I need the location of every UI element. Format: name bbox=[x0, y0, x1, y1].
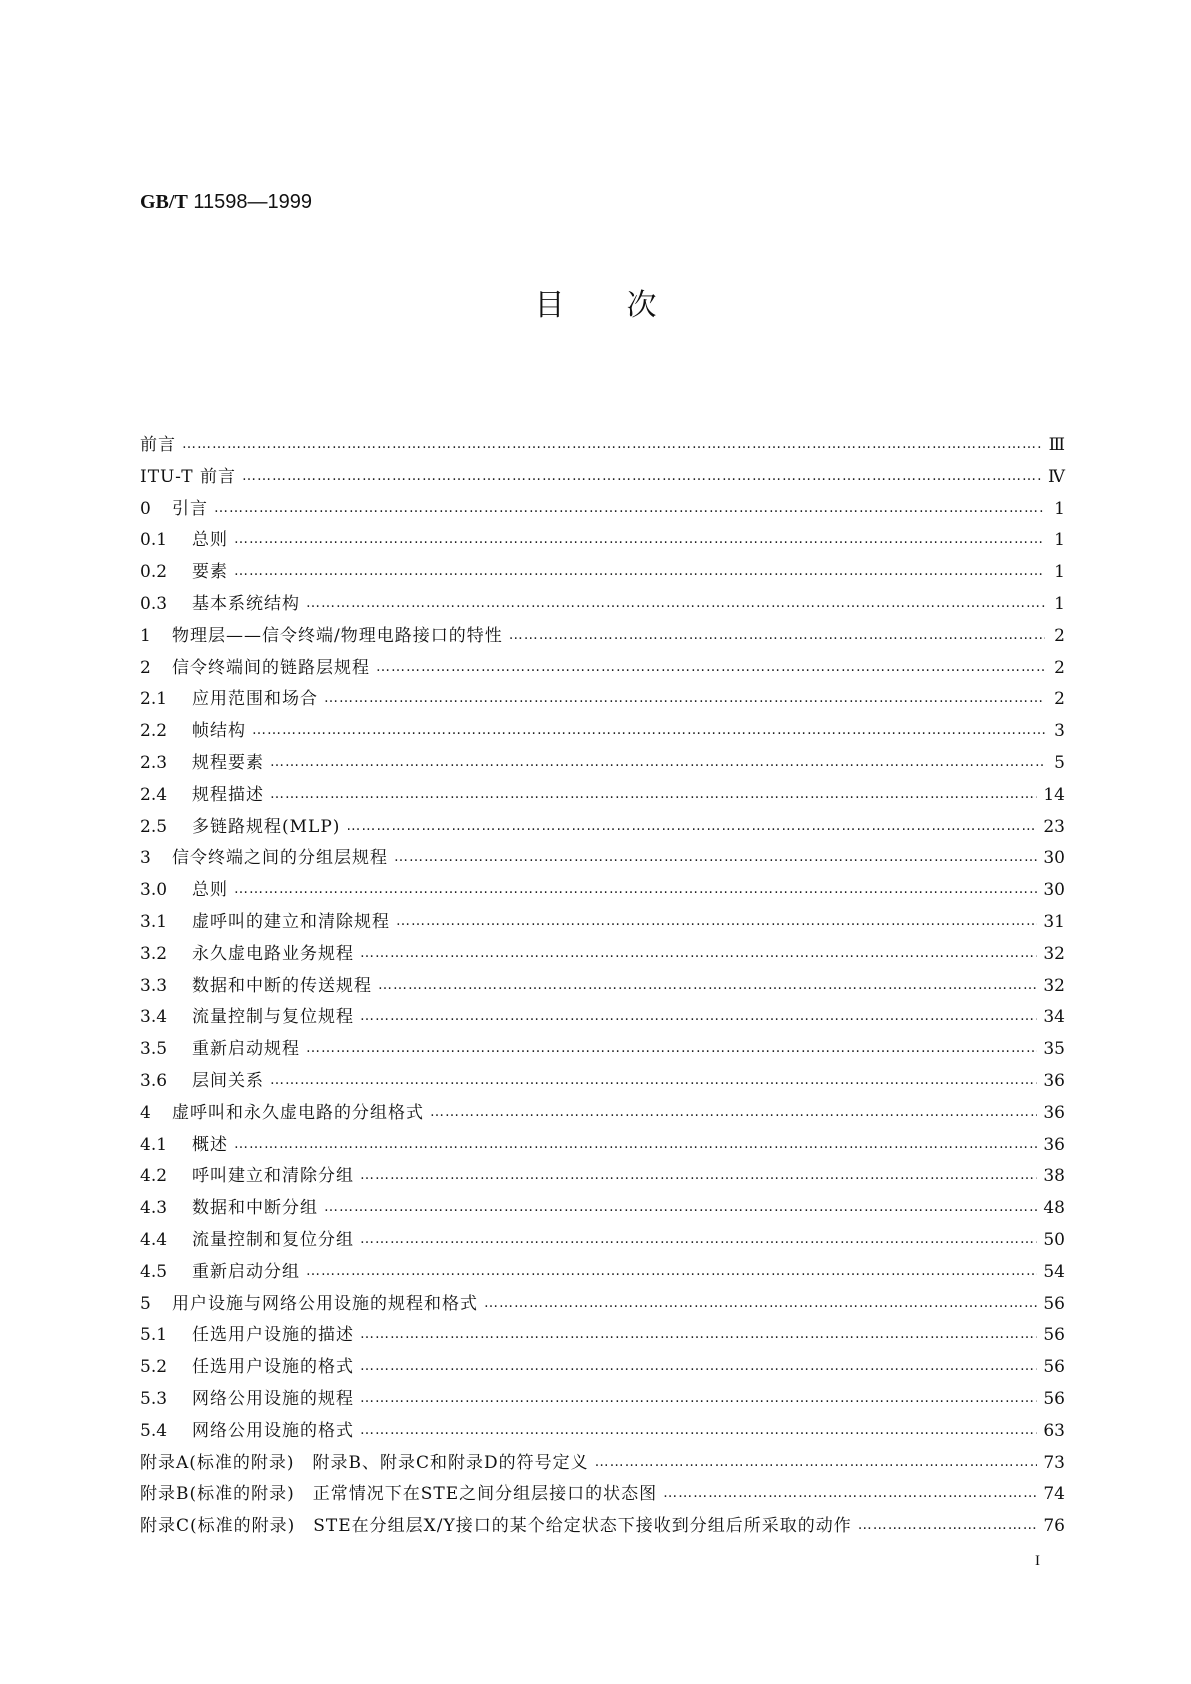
toc-entry-page: 31 bbox=[1043, 911, 1065, 932]
toc-entry-title: 规程描述 bbox=[192, 784, 264, 805]
toc-entry-page: Ⅲ bbox=[1048, 435, 1065, 455]
toc-entry-number: 4.1 bbox=[140, 1134, 168, 1155]
toc-entry-number: 4 bbox=[140, 1102, 151, 1123]
toc-dot-leader bbox=[346, 810, 1037, 843]
toc-entry-number: 3.3 bbox=[140, 975, 168, 996]
toc-entry-number: 4.5 bbox=[140, 1261, 168, 1282]
toc-entry-page: 5 bbox=[1054, 752, 1065, 773]
toc-entry-title: 附录A(标准的附录) 附录B、附录C和附录D的符号定义 bbox=[140, 1452, 589, 1473]
toc-entry-page: 1 bbox=[1054, 498, 1065, 519]
toc-entry-number: 5.2 bbox=[140, 1357, 168, 1378]
toc-entry[interactable] bbox=[140, 525, 1065, 557]
toc-dot-leader bbox=[306, 1032, 1037, 1065]
toc-entry-title: 流量控制与复位规程 bbox=[192, 1007, 354, 1028]
toc-entry[interactable] bbox=[140, 494, 1065, 526]
toc-entry-title: 重新启动规程 bbox=[192, 1039, 300, 1060]
toc-dot-leader bbox=[360, 1000, 1037, 1033]
toc-entry-title: 信令终端之间的分组层规程 bbox=[172, 848, 388, 869]
toc-entry-page: 1 bbox=[1054, 530, 1065, 551]
standard-code-number: 11598—1999 bbox=[193, 191, 312, 213]
toc-entry[interactable] bbox=[140, 716, 1065, 748]
toc-entry-number: 2.4 bbox=[140, 784, 168, 805]
toc-entry-page: 2 bbox=[1054, 689, 1065, 710]
toc-entry-page: 56 bbox=[1043, 1293, 1065, 1314]
toc-entry-title: 应用范围和场合 bbox=[192, 689, 318, 710]
toc-entry[interactable] bbox=[140, 939, 1065, 971]
toc-entry-page: 30 bbox=[1043, 848, 1065, 869]
toc-dot-leader bbox=[376, 651, 1045, 684]
toc-entry-page: 36 bbox=[1043, 1102, 1065, 1123]
toc-entry-number: 3.1 bbox=[140, 911, 168, 932]
toc-entry-title: 基本系统结构 bbox=[192, 593, 300, 614]
toc-dot-leader bbox=[360, 1223, 1037, 1256]
toc-entry-title: 虚呼叫的建立和清除规程 bbox=[192, 911, 390, 932]
toc-entry-number: 0.2 bbox=[140, 562, 168, 583]
toc-entry-page: 14 bbox=[1043, 784, 1065, 805]
toc-dot-leader bbox=[270, 778, 1037, 811]
toc-entry-page: 34 bbox=[1043, 1007, 1065, 1028]
toc-entry-page: 56 bbox=[1043, 1388, 1065, 1409]
toc-entry[interactable] bbox=[140, 621, 1065, 653]
toc-dot-leader bbox=[234, 523, 1045, 556]
toc-entry-title: 重新启动分组 bbox=[192, 1261, 300, 1282]
toc-dot-leader bbox=[396, 905, 1037, 938]
toc-entry-title: 网络公用设施的格式 bbox=[192, 1420, 354, 1441]
toc-entry[interactable] bbox=[140, 812, 1065, 844]
toc-entry-number: 0.3 bbox=[140, 593, 168, 614]
toc-entry[interactable] bbox=[140, 1257, 1065, 1289]
toc-entry-page: 63 bbox=[1043, 1420, 1065, 1441]
toc-entry-number: 3.0 bbox=[140, 880, 168, 901]
toc-entry-number: 3.6 bbox=[140, 1070, 168, 1091]
toc-entry[interactable] bbox=[140, 1034, 1065, 1066]
toc-entry-page: 50 bbox=[1043, 1229, 1065, 1250]
table-of-contents bbox=[140, 430, 1065, 1543]
toc-entry[interactable] bbox=[140, 462, 1065, 494]
toc-entry-title: 信令终端间的链路层规程 bbox=[172, 657, 370, 678]
toc-entry-page: 35 bbox=[1043, 1039, 1065, 1060]
toc-entry-page: 73 bbox=[1043, 1452, 1065, 1473]
toc-entry-title: 任选用户设施的格式 bbox=[192, 1357, 354, 1378]
toc-entry-page: 23 bbox=[1043, 816, 1065, 837]
toc-entry-number: 0 bbox=[140, 498, 151, 519]
toc-entry-number: 5.3 bbox=[140, 1388, 168, 1409]
toc-entry-page: 76 bbox=[1043, 1516, 1065, 1537]
toc-dot-leader bbox=[595, 1446, 1038, 1479]
toc-entry-number: 3 bbox=[140, 848, 151, 869]
toc-entry[interactable] bbox=[140, 1448, 1065, 1480]
toc-entry-title: 总则 bbox=[192, 530, 228, 551]
toc-entry-page: 36 bbox=[1043, 1070, 1065, 1091]
toc-entry[interactable] bbox=[140, 1479, 1065, 1511]
toc-entry-number: 3.2 bbox=[140, 943, 168, 964]
toc-entry-number: 2.1 bbox=[140, 689, 168, 710]
toc-dot-leader bbox=[360, 1382, 1037, 1415]
toc-entry-title: 网络公用设施的规程 bbox=[192, 1388, 354, 1409]
toc-entry-number: 4.2 bbox=[140, 1166, 168, 1187]
toc-entry-title: 多链路规程(MLP) bbox=[192, 816, 341, 837]
toc-entry-page: 36 bbox=[1043, 1134, 1065, 1155]
toc-entry[interactable] bbox=[140, 1289, 1065, 1321]
toc-entry-number: 3.4 bbox=[140, 1007, 168, 1028]
toc-entry[interactable] bbox=[140, 557, 1065, 589]
toc-dot-leader bbox=[430, 1096, 1037, 1129]
toc-entry[interactable] bbox=[140, 1066, 1065, 1098]
toc-entry-page: 48 bbox=[1043, 1198, 1065, 1219]
toc-entry-page: 30 bbox=[1043, 880, 1065, 901]
toc-dot-leader bbox=[214, 492, 1045, 525]
toc-entry-title: ITU-T 前言 bbox=[140, 466, 236, 487]
toc-entry[interactable] bbox=[140, 1098, 1065, 1130]
toc-entry[interactable] bbox=[140, 971, 1065, 1003]
toc-entry[interactable] bbox=[140, 1193, 1065, 1225]
toc-entry-page: 2 bbox=[1054, 625, 1065, 646]
toc-dot-leader bbox=[324, 682, 1045, 715]
toc-dot-leader bbox=[360, 1159, 1037, 1192]
toc-entry[interactable] bbox=[140, 1130, 1065, 1162]
toc-entry-number: 2.5 bbox=[140, 816, 168, 837]
toc-entry[interactable] bbox=[140, 1161, 1065, 1193]
toc-dot-leader bbox=[509, 619, 1045, 652]
toc-entry[interactable] bbox=[140, 748, 1065, 780]
toc-entry-number: 4.4 bbox=[140, 1229, 168, 1250]
page-number: I bbox=[1035, 1553, 1040, 1569]
toc-entry-number: 0.1 bbox=[140, 530, 168, 551]
toc-entry[interactable] bbox=[140, 907, 1065, 939]
toc-entry-page: Ⅳ bbox=[1048, 466, 1065, 487]
toc-dot-leader bbox=[378, 969, 1037, 1002]
toc-dot-leader bbox=[234, 873, 1037, 906]
toc-entry-page: 56 bbox=[1043, 1325, 1065, 1346]
toc-dot-leader bbox=[360, 1414, 1037, 1447]
toc-dot-leader bbox=[484, 1287, 1037, 1320]
toc-dot-leader bbox=[270, 746, 1045, 779]
toc-entry-number: 4.3 bbox=[140, 1198, 168, 1219]
toc-dot-leader bbox=[360, 1318, 1037, 1351]
toc-entry-title: 呼叫建立和清除分组 bbox=[192, 1166, 354, 1187]
toc-entry-title: 层间关系 bbox=[192, 1070, 264, 1091]
toc-entry[interactable] bbox=[140, 1384, 1065, 1416]
toc-dot-leader bbox=[360, 937, 1037, 970]
toc-entry-number: 2 bbox=[140, 657, 151, 678]
toc-entry[interactable] bbox=[140, 589, 1065, 621]
toc-entry[interactable] bbox=[140, 1511, 1065, 1543]
toc-dot-leader bbox=[234, 555, 1045, 588]
toc-entry-page: 1 bbox=[1054, 562, 1065, 583]
toc-dot-leader bbox=[182, 428, 1043, 461]
toc-entry-title: 帧结构 bbox=[192, 721, 246, 742]
toc-entry-title: 引言 bbox=[172, 498, 208, 519]
toc-entry-title: 物理层——信令终端/物理电路接口的特性 bbox=[172, 625, 503, 646]
toc-entry-number: 2.3 bbox=[140, 752, 168, 773]
toc-entry-page: 1 bbox=[1054, 593, 1065, 614]
toc-entry-page: 74 bbox=[1043, 1484, 1065, 1505]
toc-entry-page: 38 bbox=[1043, 1166, 1065, 1187]
standard-code bbox=[140, 190, 312, 214]
standard-code-prefix: GB/T bbox=[140, 191, 188, 213]
toc-entry-number: 5.4 bbox=[140, 1420, 168, 1441]
toc-entry[interactable] bbox=[140, 684, 1065, 716]
toc-dot-leader bbox=[242, 460, 1042, 493]
toc-entry-page: 2 bbox=[1054, 657, 1065, 678]
toc-entry-number: 1 bbox=[140, 625, 151, 646]
toc-dot-leader bbox=[306, 1255, 1037, 1288]
toc-entry-title: 要素 bbox=[192, 562, 228, 583]
toc-entry-number: 5 bbox=[140, 1293, 151, 1314]
toc-dot-leader bbox=[306, 587, 1045, 620]
toc-entry-page: 54 bbox=[1043, 1261, 1065, 1282]
toc-entry[interactable] bbox=[140, 1352, 1065, 1384]
toc-dot-leader bbox=[663, 1477, 1037, 1510]
toc-entry[interactable] bbox=[140, 1225, 1065, 1257]
toc-entry-title: 虚呼叫和永久虚电路的分组格式 bbox=[172, 1102, 424, 1123]
toc-entry[interactable] bbox=[140, 1002, 1065, 1034]
toc-dot-leader bbox=[858, 1509, 1038, 1542]
toc-dot-leader bbox=[360, 1350, 1037, 1383]
toc-entry-title: 数据和中断分组 bbox=[192, 1198, 318, 1219]
toc-entry-title: 概述 bbox=[192, 1134, 228, 1155]
toc-entry[interactable] bbox=[140, 653, 1065, 685]
toc-entry-title: 附录C(标准的附录) STE在分组层X/Y接口的某个给定状态下接收到分组后所采取的动作 bbox=[140, 1516, 852, 1537]
toc-entry-page: 3 bbox=[1054, 721, 1065, 742]
toc-entry-page: 32 bbox=[1043, 943, 1065, 964]
toc-entry-title: 用户设施与网络公用设施的规程和格式 bbox=[172, 1293, 478, 1314]
toc-entry-page: 32 bbox=[1043, 975, 1065, 996]
toc-entry[interactable] bbox=[140, 843, 1065, 875]
toc-entry-number: 3.5 bbox=[140, 1039, 168, 1060]
toc-entry-title: 总则 bbox=[192, 880, 228, 901]
toc-entry-page: 56 bbox=[1043, 1357, 1065, 1378]
toc-dot-leader bbox=[394, 841, 1037, 874]
toc-entry-title: 永久虚电路业务规程 bbox=[192, 943, 354, 964]
toc-entry-number: 5.1 bbox=[140, 1325, 168, 1346]
toc-entry[interactable] bbox=[140, 1320, 1065, 1352]
toc-entry[interactable] bbox=[140, 430, 1065, 462]
toc-entry[interactable] bbox=[140, 780, 1065, 812]
toc-dot-leader bbox=[252, 714, 1045, 747]
toc-entry-title: 流量控制和复位分组 bbox=[192, 1229, 354, 1250]
toc-entry-title: 前言 bbox=[140, 435, 176, 455]
toc-entry-title: 数据和中断的传送规程 bbox=[192, 975, 372, 996]
toc-entry[interactable] bbox=[140, 875, 1065, 907]
toc-entry[interactable] bbox=[140, 1416, 1065, 1448]
toc-entry-title: 规程要素 bbox=[192, 752, 264, 773]
toc-entry-title: 任选用户设施的描述 bbox=[192, 1325, 354, 1346]
toc-entry-title: 附录B(标准的附录) 正常情况下在STE之间分组层接口的状态图 bbox=[140, 1484, 658, 1505]
page-title: 目次 bbox=[534, 288, 719, 323]
toc-dot-leader bbox=[324, 1191, 1037, 1224]
toc-entry-number: 2.2 bbox=[140, 721, 168, 742]
toc-dot-leader bbox=[234, 1128, 1037, 1161]
toc-dot-leader bbox=[270, 1064, 1037, 1097]
